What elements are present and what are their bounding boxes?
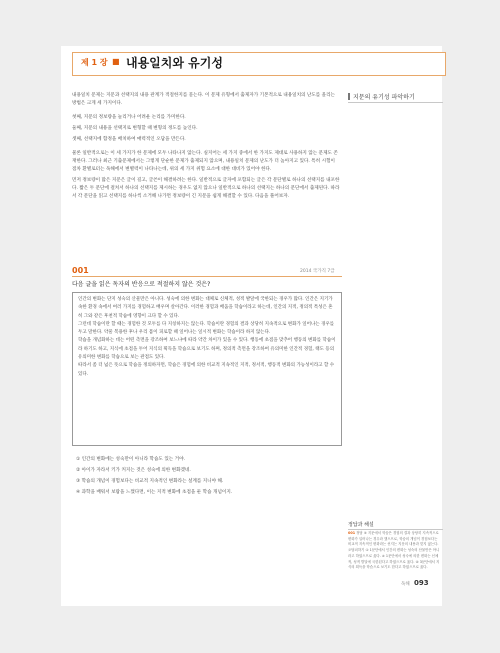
sidebar-divider xyxy=(348,102,443,103)
passage-paragraph: 학습을 개념화하는 데는 어떤 측면을 강조하여 보느냐에 따라 약간 차이가 있을 수 있다. 행동에 초점을 맞추어 행동의 변화를 학습이라 하기도 하고, 지식에 초점을 두어 지식의 획득을 학습으로 보기도 하며, 정의적 측면을 강조하여 유의미한 인간적 경험, 태도 등의 유의미한 변화를 학습으로 보는 관점도 있다. xyxy=(78,338,336,361)
answer-number: 001 xyxy=(348,531,356,535)
sidebar-bar-icon xyxy=(348,93,350,100)
intro-text xyxy=(72,92,340,204)
passage-paragraph: 그런데 학습이란 할 때는 경험한 것 모두를 다 지칭하지는 않는다. 학습이란 경험의 결과 상당히 지속적으로 변화가 일어나는 경우를 두고 말한다. 약물 복용한 후나 우리 몸이 피로할 때 일어나는 일시적 변화는 학습이라 하지 않는다. xyxy=(78,321,335,336)
choice-item: ③ 학습의 개념이 경험보다는 비교적 지속적인 변화라는 설계를 지니야 해. xyxy=(76,479,224,484)
footer-section-label: 독해 xyxy=(401,582,410,587)
intro-paragraph: 둘째, 지문의 내용을 선택지로 변형할 때 변형의 정도를 높인다. xyxy=(72,126,198,131)
answer-panel-body xyxy=(348,531,440,571)
chapter-separator: ■ xyxy=(112,57,120,66)
intro-paragraph: 첫째, 지문의 정보량을 늘리거나 어려운 논리를 가미한다. xyxy=(72,115,186,120)
sidebar-label-text: 지문의 유기성 파악하기 xyxy=(353,94,415,101)
answer-explanation: 정답 ③ 지문에서 학습은 경험의 결과 상당히 지속적으로 변화가 일어나는 경우라 했으므로, 학습의 개념이 경험보다는 비교적 지속적인 변화라는 선지는 지문의 내용과 맞지 않는다. 오답피하기 ① 1문단에서 인간의 변화는 성숙의 산물만은 아니라고 하였으므로 옳다. ② 1문단에서 성숙에 의한 변화는 신체적, 성적 발달에 국한된다고 하였으므로 옳다. ④ 3문단에서 지식의 획득을 학습으로 보기도 한다고 하였으므로 옳다. xyxy=(348,531,440,570)
intro-paragraph: 물론 일반적으로는 이 세 가지가 한 문제에 모두 나타나지 않는다. 실지어는 세 가지 중에서 한 가지도 제대로 사용하지 않는 문제도 존재한다. 그러나 최근 기출문제에서는 그렇게 단순한 문제가 출제되지 않으며, 내용일치 문제의 난도가 더 높아지고 있다. 특히 시험이 점차 환별로터는 독해에서 변별력이 나타나는데, 위의 세 가지 위험 요소에 대한 대비가 있어야 한다. xyxy=(72,151,338,172)
intro-paragraph: 내용일치 문제는 지문과 선택지의 내용 관계가 적절한지를 묻는다. 이 문제 유형에서 출제자가 기본적으로 내용일치의 난도를 올리는 방법은 크게 세 가지이다. xyxy=(72,93,335,106)
question-divider xyxy=(72,276,342,277)
answer-text xyxy=(348,531,440,571)
intro-paragraph: 먼저 정보량이 많은 지문은 글이 길고, 글쓴이 해결하려는 한다. 일반적으로 글자에 포함되는 글은 각 문단별로 하나의 선택지를 내포한다. 짧은 두 문단에 걸쳐서 하나의 선택지를 제시하는 경우도 없지 않으나 일반적으로 하나의 선택지는 하나의 문단에서 출제된다. 따라서 각 문단을 읽고 선택지를 하나씩 소거해 나가면 정보량이 긴 지문을 쉽게 해결할 수 있다. 다음을 풀어보자. xyxy=(72,178,340,199)
question-stem: 다음 글을 읽은 독자의 반응으로 적절하지 않은 것은? xyxy=(72,281,211,288)
intro-paragraph: 셋째, 선택지에 함정을 배치하여 매력적인 오답을 만든다. xyxy=(72,137,186,142)
answer-panel-title: 정답과 해설 xyxy=(348,522,374,528)
question-number: 001 xyxy=(72,266,89,275)
answer-choices xyxy=(76,454,338,498)
choice-item: ④ 과학을 배워서 보람을 느꼈다면, 이는 지적 변화에 초점을 둔 학습 개념이지. xyxy=(76,490,233,495)
passage-box xyxy=(72,292,342,446)
chapter-title: 내용일치와 유기성 xyxy=(126,56,223,70)
chapter-number: 제 1 장 xyxy=(81,58,108,67)
sidebar-label xyxy=(348,92,415,101)
answer-panel-divider xyxy=(348,529,443,530)
choice-item: ② 아이가 자라서 키가 커지는 것은 성숙에 의한 변화겠네. xyxy=(76,468,191,473)
page-number: 093 xyxy=(414,579,429,587)
passage-paragraph: 인간의 변화는 단지 성숙의 산물만은 아니다. 성숙에 의한 변화는 대체로 신체적, 성적 발달에 국한되는 경우가 많다. 인간은 지기가 속한 환경 속에서 여러 가지를 경험하고 배우며 살아간다. 이러한 경험과 배움을 학습이라고 하는데, 인간의 지적, 정의적 특성은 흔히 그와 같은 후천적 학습에 영향이 크다 할 수 있다. xyxy=(78,297,333,319)
choice-item: ① 인간의 변화에는 성숙만이 아니라 학습도 있는 거야. xyxy=(76,457,185,462)
passage-paragraph: 따라서 좀 더 넓은 뜻으로 학습을 정의하자면, 학습은 경험에 의한 비교적 지속적인 지적, 정서적, 행동적 변화의 가능성이라고 할 수 있다. xyxy=(78,363,335,377)
question-source: 2014 국가직 7급 xyxy=(300,269,335,274)
